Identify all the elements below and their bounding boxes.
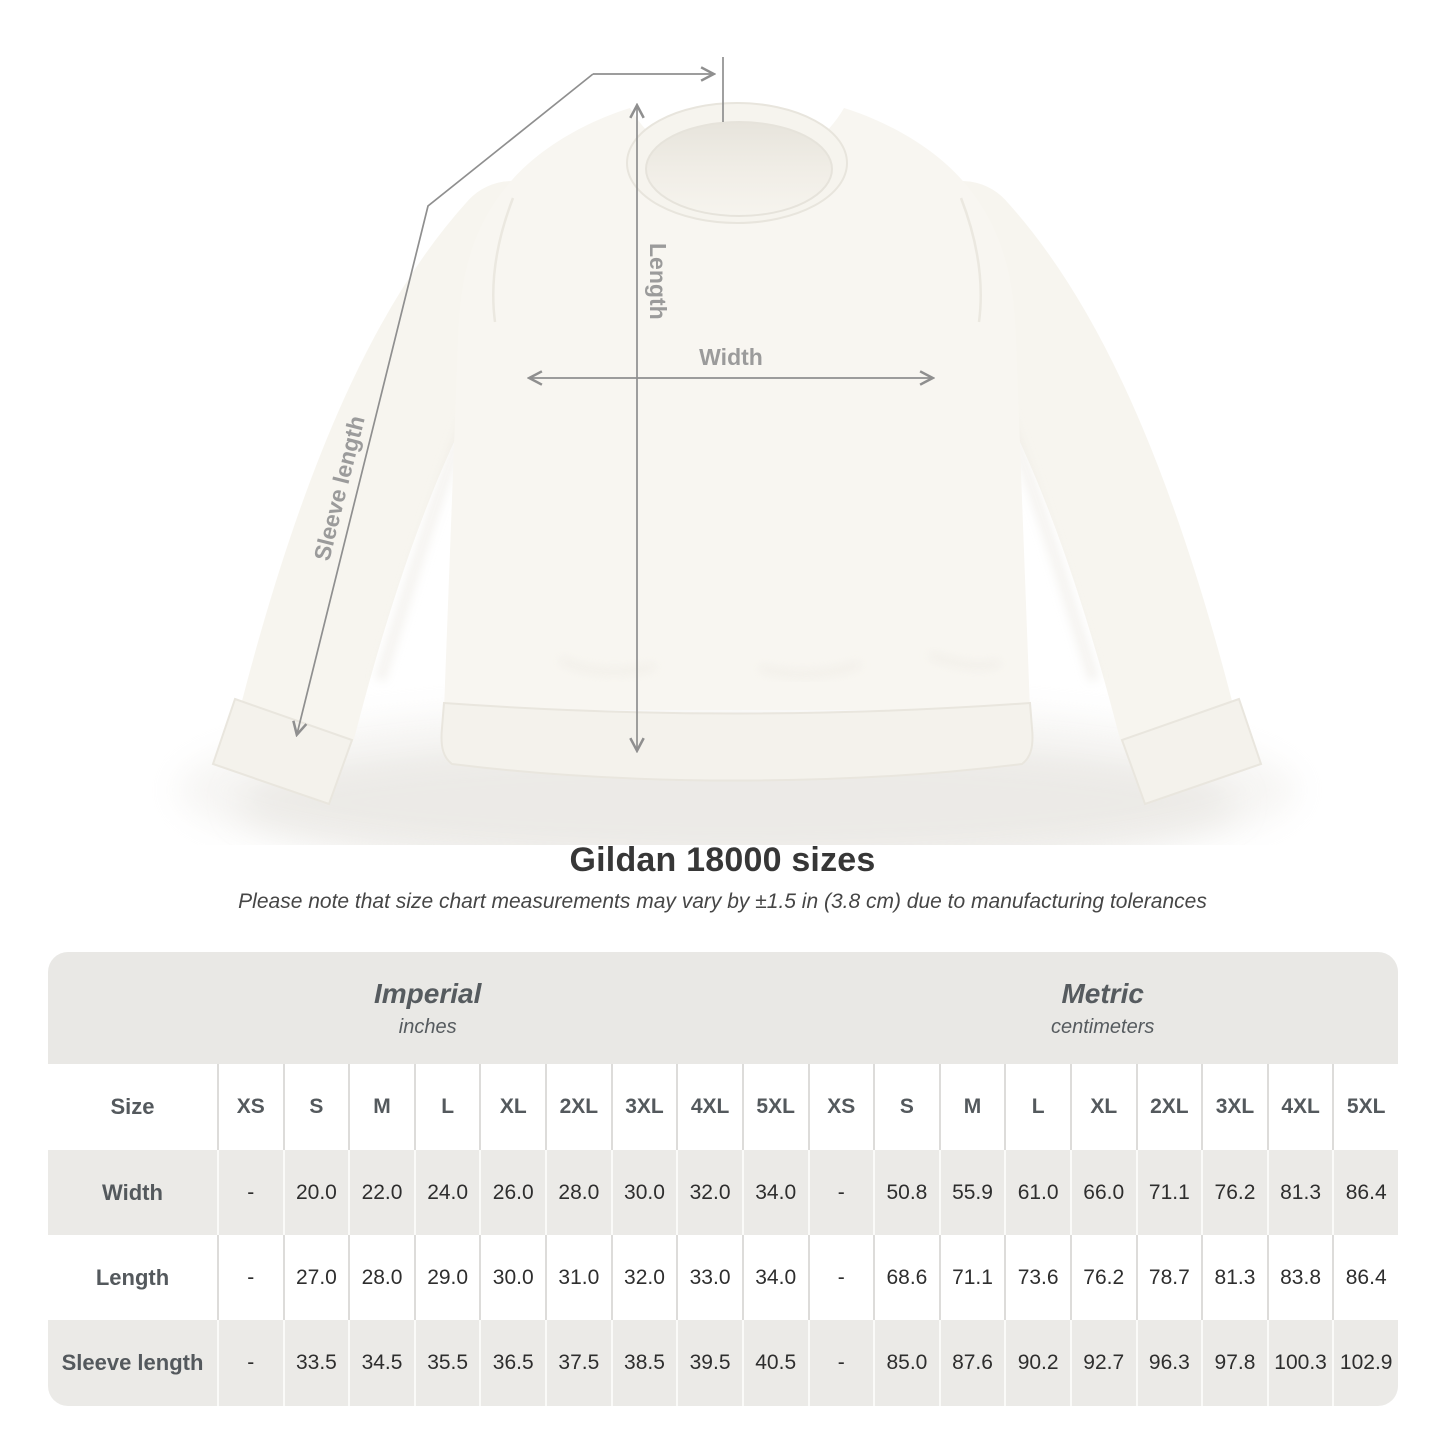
imperial-header (48, 952, 807, 1064)
size-col: XL (479, 1064, 545, 1150)
imperial-label: Imperial (373, 977, 482, 1009)
size-col: 4XL (676, 1064, 742, 1150)
value-cell: 102.9 (1332, 1320, 1398, 1406)
value-cell: 36.5 (479, 1320, 545, 1406)
value-cell: 86.4 (1332, 1150, 1398, 1235)
value-cell: 71.1 (939, 1235, 1005, 1320)
value-cell: 28.0 (545, 1150, 611, 1235)
value-cell: 73.6 (1004, 1235, 1070, 1320)
size-col: M (348, 1064, 414, 1150)
size-table (48, 952, 1398, 1406)
size-col: 5XL (1332, 1064, 1398, 1150)
tolerance-note: Please note that size chart measurements may vary by ±1.5 in (3.8 cm) due to manufacturing tolerances (238, 890, 1207, 913)
size-col: L (414, 1064, 480, 1150)
metric-label: Metric (1061, 977, 1144, 1009)
page-title: Gildan 18000 sizes (569, 841, 876, 879)
value-cell: - (217, 1235, 283, 1320)
value-cell: 28.0 (348, 1235, 414, 1320)
value-cell: 26.0 (479, 1150, 545, 1235)
value-cell: - (808, 1235, 874, 1320)
value-cell: 61.0 (1004, 1150, 1070, 1235)
size-col: XS (808, 1064, 874, 1150)
value-cell: 50.8 (873, 1150, 939, 1235)
size-col: L (1004, 1064, 1070, 1150)
sweatshirt-illustration (213, 103, 1261, 804)
value-cell: 22.0 (348, 1150, 414, 1235)
length-label: Length (645, 243, 671, 320)
value-cell: 27.0 (283, 1235, 349, 1320)
value-cell: 76.2 (1070, 1235, 1136, 1320)
size-col: 4XL (1267, 1064, 1333, 1150)
table-row-width (48, 1150, 1398, 1235)
value-cell: 35.5 (414, 1320, 480, 1406)
value-cell: 33.5 (283, 1320, 349, 1406)
value-cell: 68.6 (873, 1235, 939, 1320)
value-cell: 100.3 (1267, 1320, 1333, 1406)
size-col: M (939, 1064, 1005, 1150)
size-col: XS (217, 1064, 283, 1150)
metric-unit: centimeters (1051, 1015, 1155, 1038)
value-cell: 81.3 (1201, 1235, 1267, 1320)
sleeve-length-label: Sleeve length (308, 413, 370, 564)
value-cell: 96.3 (1136, 1320, 1202, 1406)
value-cell: - (808, 1320, 874, 1406)
value-cell: 38.5 (611, 1320, 677, 1406)
value-cell: 29.0 (414, 1235, 480, 1320)
value-cell: 39.5 (676, 1320, 742, 1406)
value-cell: 85.0 (873, 1320, 939, 1406)
hem-band (441, 703, 1032, 781)
metric-header (807, 952, 1398, 1064)
size-col: 2XL (1136, 1064, 1202, 1150)
value-cell: 31.0 (545, 1235, 611, 1320)
value-cell: 87.6 (939, 1320, 1005, 1406)
collar-inner (646, 122, 832, 216)
value-cell: 71.1 (1136, 1150, 1202, 1235)
size-col: XL (1070, 1064, 1136, 1150)
value-cell: - (217, 1320, 283, 1406)
row-label: Sleeve length (61, 1350, 204, 1375)
value-cell: 32.0 (676, 1150, 742, 1235)
value-cell: 30.0 (611, 1150, 677, 1235)
size-col: 2XL (545, 1064, 611, 1150)
size-col: 5XL (742, 1064, 808, 1150)
value-cell: 40.5 (742, 1320, 808, 1406)
size-header-row (48, 1064, 1398, 1150)
value-cell: 78.7 (1136, 1235, 1202, 1320)
value-cell: 34.5 (348, 1320, 414, 1406)
value-cell: 76.2 (1201, 1150, 1267, 1235)
row-label: Width (102, 1179, 163, 1205)
table-row-length (48, 1235, 1398, 1320)
value-cell: 86.4 (1332, 1235, 1398, 1320)
value-cell: 97.8 (1201, 1320, 1267, 1406)
value-cell: 34.0 (742, 1235, 808, 1320)
corner-label: Size (110, 1094, 155, 1119)
value-cell: 33.0 (676, 1235, 742, 1320)
size-col: S (283, 1064, 349, 1150)
value-cell: 90.2 (1004, 1320, 1070, 1406)
value-cell: 24.0 (414, 1150, 480, 1235)
value-cell: - (217, 1150, 283, 1235)
table-row-sleeve-length (48, 1320, 1398, 1406)
unit-header-band (48, 952, 1398, 1064)
value-cell: - (808, 1150, 874, 1235)
value-cell: 34.0 (742, 1150, 808, 1235)
size-col: 3XL (1201, 1064, 1267, 1150)
value-cell: 66.0 (1070, 1150, 1136, 1235)
value-cell: 55.9 (939, 1150, 1005, 1235)
value-cell: 83.8 (1267, 1235, 1333, 1320)
size-col: 3XL (611, 1064, 677, 1150)
row-label: Length (95, 1264, 170, 1290)
value-cell: 20.0 (283, 1150, 349, 1235)
value-cell: 81.3 (1267, 1150, 1333, 1235)
value-cell: 32.0 (611, 1235, 677, 1320)
value-cell: 37.5 (545, 1320, 611, 1406)
imperial-unit: inches (398, 1015, 457, 1038)
width-label: Width (699, 344, 763, 370)
size-col: S (873, 1064, 939, 1150)
value-cell: 92.7 (1070, 1320, 1136, 1406)
value-cell: 30.0 (479, 1235, 545, 1320)
